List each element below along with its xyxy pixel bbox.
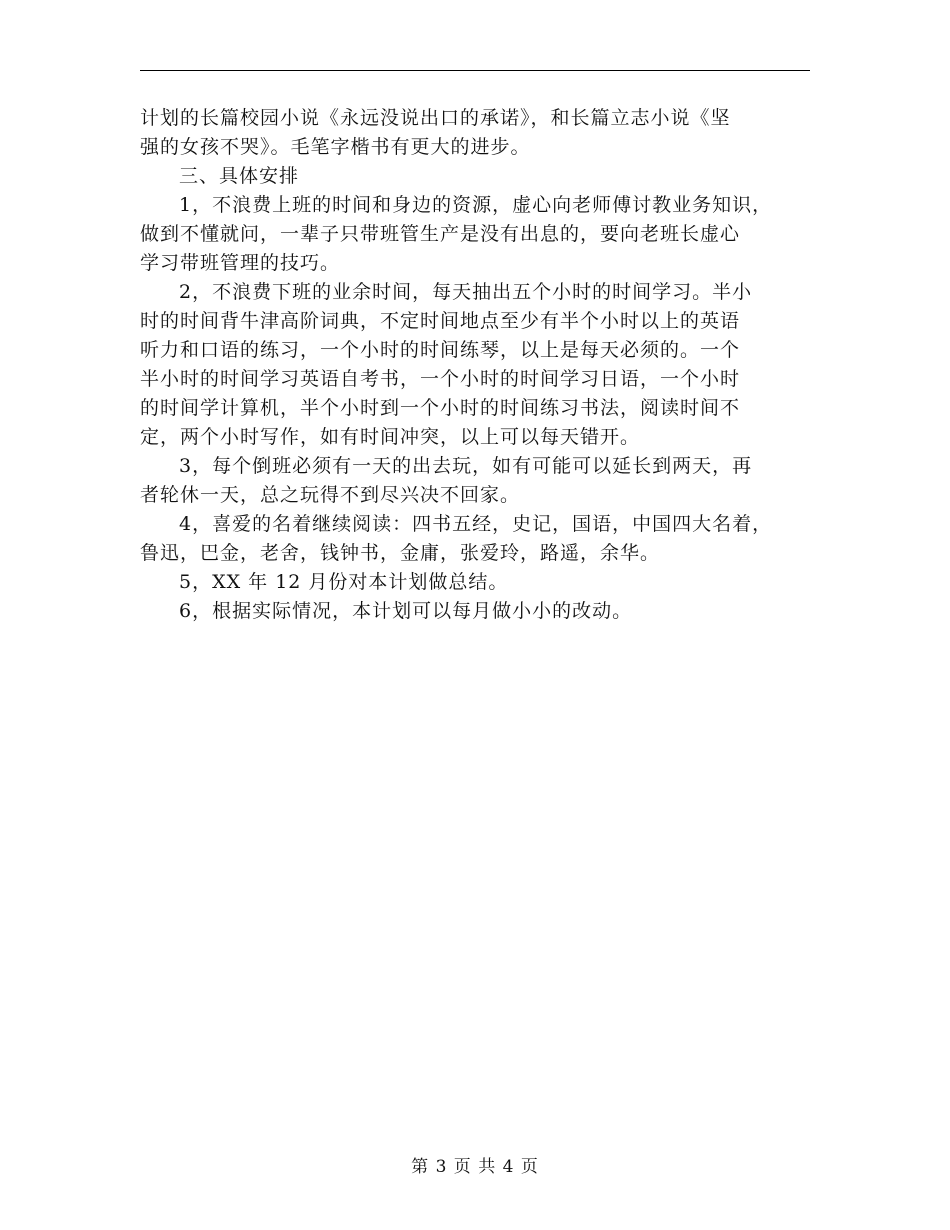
- item-2-line-4: 半小时的时间学习英语自考书，一个小时的时间学习日语，一个小时: [140, 368, 741, 390]
- item-2-line-1: 2，不浪费下班的业余时间，每天抽出五个小时的时间学习。半小: [179, 281, 753, 303]
- item-2-line-2: 时的时间背牛津高阶词典，不定时间地点至少有半个小时以上的英语: [140, 310, 741, 332]
- page-number-footer: 第 3 页 共 4 页: [411, 1157, 539, 1177]
- item-2-line-6: 定，两个小时写作，如有时间冲突，以上可以每天错开。: [140, 426, 641, 448]
- text-line-2: 强的女孩不哭》。毛笔字楷书有更大的进步。: [140, 136, 531, 158]
- document-body: [140, 104, 830, 626]
- item-6-line-1: 6，根据实际情况，本计划可以每月做小小的改动。: [179, 600, 633, 622]
- item-4-line-1: 4，喜爱的名着继续阅读：四书五经，史记，国语，中国四大名着，: [179, 513, 773, 535]
- section-heading: 三、具体安排: [179, 165, 300, 187]
- header-rule: [140, 70, 810, 71]
- item-1-line-2: 做到不懂就问，一辈子只带班管生产是没有出息的，要向老班长虚心: [140, 223, 741, 245]
- item-3-line-1: 3，每个倒班必须有一天的出去玩，如有可能可以延长到两天，再: [179, 455, 753, 477]
- item-1-line-3: 学习带班管理的技巧。: [140, 252, 341, 274]
- item-2-line-5: 的时间学计算机，半个小时到一个小时的时间练习书法，阅读时间不: [140, 397, 741, 419]
- item-5-line-1: 5，XX 年 12 月份对本计划做总结。: [179, 571, 509, 593]
- item-4-line-2: 鲁迅，巴金，老舍，钱钟书，金庸，张爱玲，路遥，余华。: [140, 542, 661, 564]
- item-3-line-2: 者轮休一天，总之玩得不到尽兴决不回家。: [140, 484, 521, 506]
- text-line-1: 计划的长篇校园小说《永远没说出口的承诺》，和长篇立志小说《坚: [140, 107, 731, 129]
- item-1-line-1: 1，不浪费上班的时间和身边的资源，虚心向老师傅讨教业务知识，: [179, 194, 773, 216]
- item-2-line-3: 听力和口语的练习，一个小时的时间练琴，以上是每天必须的。一个: [140, 339, 741, 361]
